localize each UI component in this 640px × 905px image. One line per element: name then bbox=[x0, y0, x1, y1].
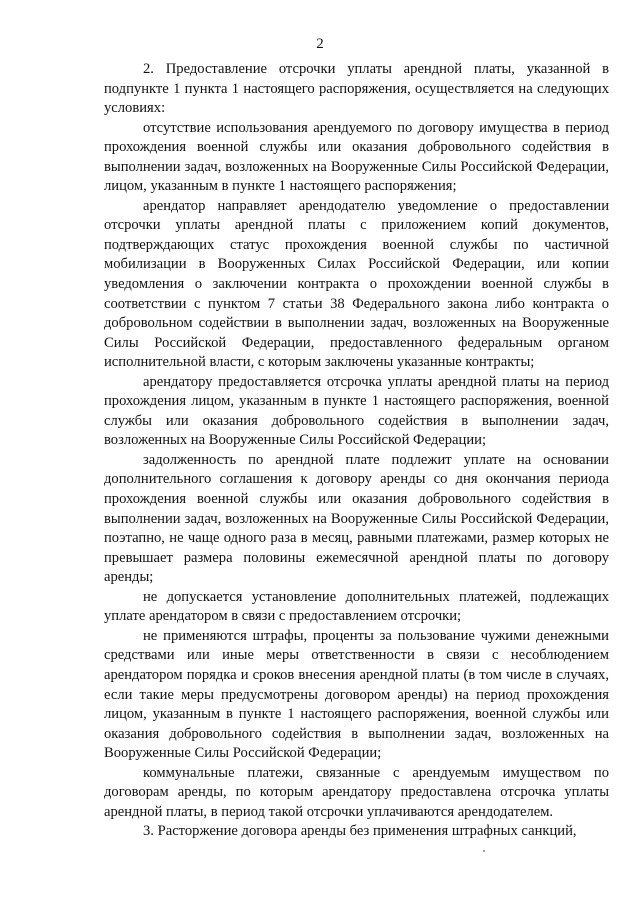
paragraph-clause-3: 3. Расторжение договора аренды без применения штрафных санкций, bbox=[143, 823, 577, 840]
scan-speck bbox=[483, 850, 485, 852]
paragraph-condition-no-use: отсутствие использования арендуемого по договору имущества в период прохождения военной службы или оказания добровольного содействия в выполнении задач, возложенных на Вооруженные Силы Российской Федерации, лицом, указанным в пункте 1 настоящего распоряжения; bbox=[104, 119, 609, 195]
paragraph-condition-notice: арендатор направляет арендодателю уведомление о предоставлении отсрочки уплаты арендной платы с приложением копий документов, подтверждающих статус прохождения военной службы по частичной мобилизации в Вооруженных Силах Российской Федерации, или копии уведомления о заключении контракта о прохождении военной службы в соответствии с пунктом 7 статьи 38 Федерального закона либо контракта о добровольном содействии в выполнении задач, возложенных на Вооруженные Силы Российской Федерации, предоставленного федеральным органом исполнительной власти, с которым заключены указанные контракты; bbox=[104, 197, 609, 371]
page-number: 2 bbox=[316, 36, 324, 52]
paragraph-condition-debt-repayment: задолженность по арендной плате подлежит уплате на основании дополнительного соглашения к договору аренды со дня окончания периода прохождения военной службы или оказания добровольного содействия в выполнении задач, возложенных на Вооруженные Силы Российской Федерации, поэтапно, не чаще одного раза в месяц, равными платежами, размер которых не превышает размера половины ежемесячной арендной платы по договору аренды; bbox=[104, 451, 609, 586]
document-body bbox=[104, 60, 609, 842]
paragraph-condition-no-penalties: не применяются штрафы, проценты за пользование чужими денежными средствами или иные меры ответственности в связи с несоблюдением арендатором порядка и сроков внесения арендной платы (в том числе в случаях, если такие меры предусмотрены договором аренды) на период прохождения лицом, указанным в пункте 1 настоящего распоряжения, военной службы или оказания добровольного содействия в выполнении задач, возложенных на Вооруженные Силы Российской Федерации; bbox=[104, 627, 609, 762]
paragraph-clause-2: 2. Предоставление отсрочки уплаты арендной платы, указанной в подпункте 1 пункта 1 настоящего распоряжения, осуществляется на следующих условиях: bbox=[104, 61, 609, 117]
paragraph-condition-no-extra-payments: не допускается установление дополнительных платежей, подлежащих уплате арендатором в связи с предоставлением отсрочки; bbox=[104, 588, 609, 625]
paragraph-condition-deferral: арендатору предоставляется отсрочка уплаты арендной платы на период прохождения лицом, указанным в пункте 1 настоящего распоряжения, военной службы или оказания добровольного содействия в выполнении задач, возложенных на Вооруженные Силы Российской Федерации; bbox=[104, 373, 609, 449]
paragraph-condition-utilities: коммунальные платежи, связанные с арендуемым имуществом по договорам аренды, по которым арендатору предоставлена отсрочка уплаты арендной платы, в период такой отсрочки уплачиваются арендодателем. bbox=[104, 764, 609, 820]
